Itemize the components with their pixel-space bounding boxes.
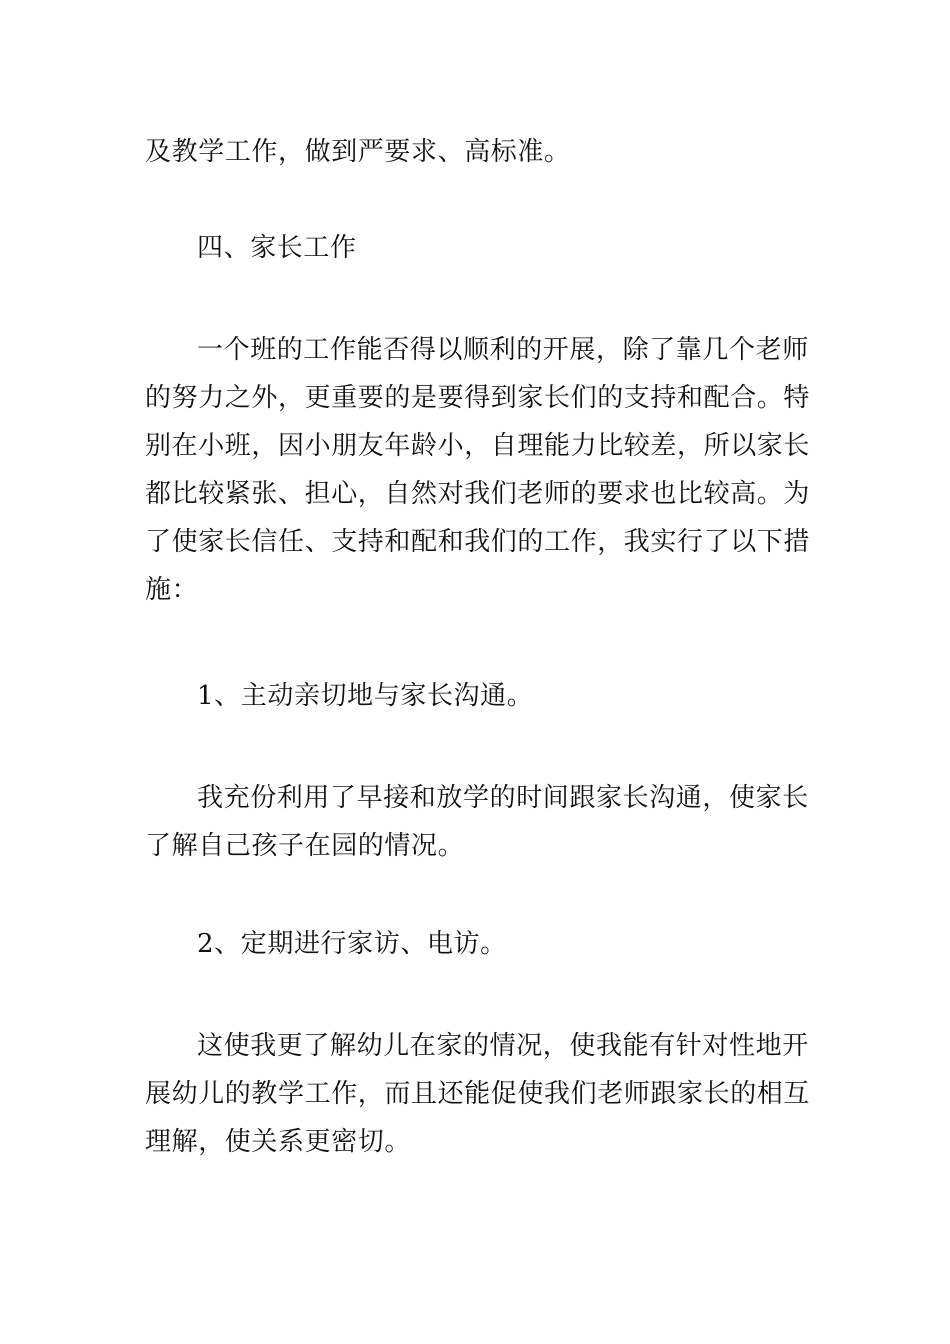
section-heading-parent-work: 四、家长工作 xyxy=(197,233,357,263)
paragraph-continuation: 及教学工作，做到严要求、高标准。 xyxy=(145,137,571,167)
paragraph-intro: 一个班的工作能否得以顺利的开展，除了靠几个老师的努力之外，更重要的是要得到家长们的支持和配合。特别在小班，因小朋友年龄小，自理能力比较差，所以家长都比较紧张、担心，自然对我们老师的要求也比较高。为了使家长信任、支持和配和我们的工作，我实行了以下措施： xyxy=(145,335,811,605)
paragraph-communication: 我充份利用了早接和放学的时间跟家长沟通，使家长了解自己孩子在园的情况。 xyxy=(145,783,809,861)
paragraph-home-visits: 这使我更了解幼儿在家的情况，使我能有针对性地开展幼儿的教学工作，而且还能促使我们老师跟家长的相互理解，使关系更密切。 xyxy=(145,1031,811,1157)
list-item-1-heading: 1、主动亲切地与家长沟通。 xyxy=(197,681,534,711)
list-item-2-heading: 2、定期进行家访、电访。 xyxy=(197,929,507,959)
